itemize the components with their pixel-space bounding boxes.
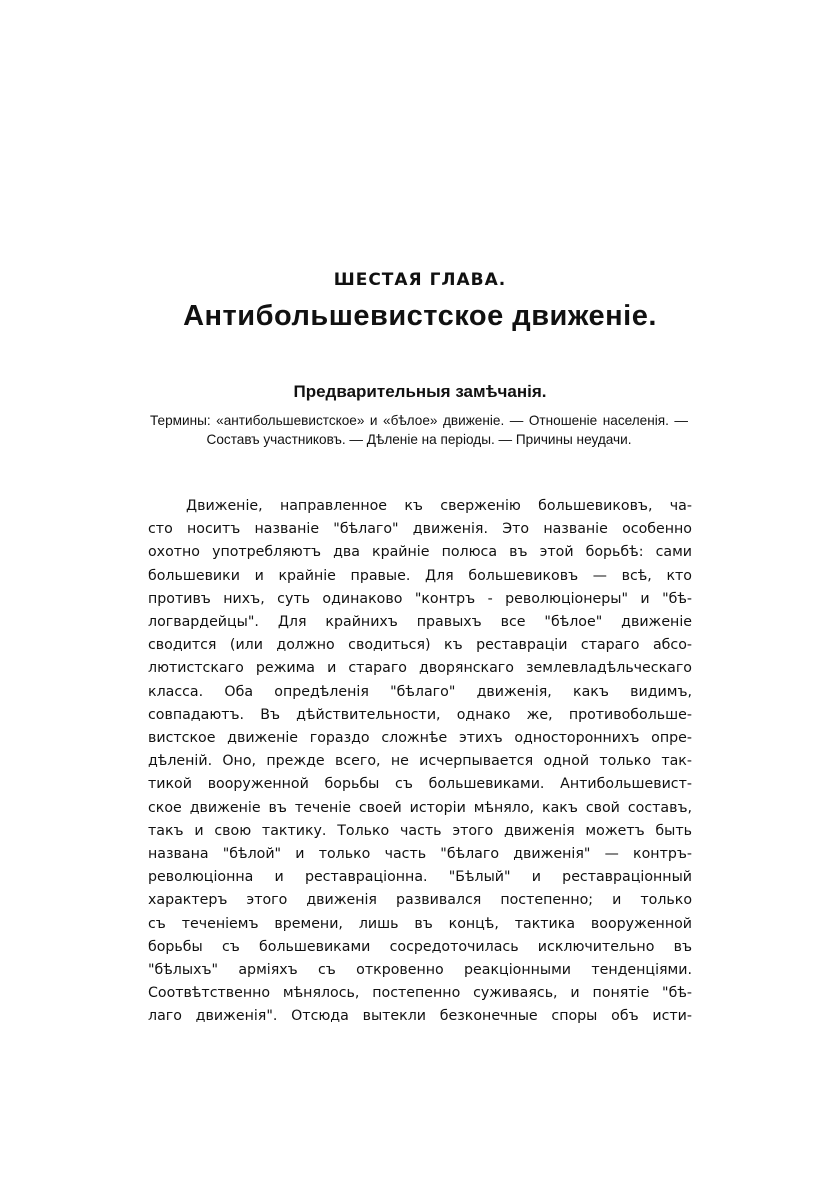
text-line: сводится (или должно сводиться) къ реставраціи стараго абсо- <box>148 637 692 654</box>
text-line: вистское движеніе гораздо сложнѣе этихъ одностороннихъ опре- <box>148 730 692 747</box>
text-line: тикой вооруженной борьбы съ большевиками. Антибольшевист- <box>148 776 692 793</box>
text-line: Соотвѣтственно мѣнялось, постепенно суживаясь, и понятіе "бѣ- <box>148 985 692 1002</box>
text-line: "бѣлыхъ" арміяхъ съ откровенно реакціонными тенденціями. <box>148 962 692 979</box>
text-line: противъ нихъ, суть одинаково "контръ - революціонеры" и "бѣ- <box>148 590 692 607</box>
text-line: логвардейцы". Для крайнихъ правыхъ все "бѣлое" движеніе <box>148 614 692 631</box>
section-title: Предварительныя замѣчанія. <box>293 382 547 401</box>
text-line: такъ и свою тактику. Только часть этого движенія можетъ быть <box>148 822 692 839</box>
text-line: революціонна и реставраціонна. "Бѣлый" и реставраціонный <box>148 869 692 886</box>
text-line: лаго движенія". Отсюда вытекли безконечные споры объ исти- <box>148 1008 692 1025</box>
text-line: лютистскаго режима и стараго дворянскаго землевладѣльческаго <box>148 660 692 677</box>
text-line: Движеніе, направленное къ сверженію большевиковъ, ча- <box>186 498 692 514</box>
text-line: совпадаютъ. Въ дѣйствительности, однако же, противобольше- <box>148 706 692 723</box>
chapter-title: Антибольшевистское движеніе. <box>183 300 657 332</box>
text-line: съ теченіемъ времени, лишь въ концѣ, тактика вооруженной <box>148 915 692 932</box>
text-line: большевики и крайніе правые. Для большевиковъ — всѣ, кто <box>148 567 692 584</box>
body-text <box>148 495 692 1029</box>
text-line: характеръ этого движенія развивался постепенно; и только <box>148 892 692 909</box>
text-line: охотно употребляютъ два крайніе полюса въ этой борьбѣ: сами <box>148 544 692 561</box>
section-summary: Термины: «антибольшевистское» и «бѣлое» движеніе. — Отношеніе населенія. — Составъ участниковъ. — Дѣленіе на періоды. — Причины неудачи. <box>150 413 688 447</box>
text-line: дѣленій. Оно, прежде всего, не исчерпывается одной только так- <box>148 753 692 770</box>
text-line: названа "бѣлой" и только часть "бѣлаго движенія" — контръ- <box>148 846 692 863</box>
text-line: сто носитъ названіе "бѣлаго" движенія. Это названіе особенно <box>148 521 692 538</box>
text-line: класса. Оба опредѣленія "бѣлаго" движенія, какъ видимъ, <box>148 683 692 700</box>
chapter-label: ШЕСТАЯ ГЛАВА. <box>333 270 507 290</box>
text-line: ское движеніе въ теченіе своей исторіи мѣняло, какъ свой составъ, <box>148 799 692 816</box>
text-line: борьбы съ большевиками сосредоточилась исключительно въ <box>148 938 692 955</box>
